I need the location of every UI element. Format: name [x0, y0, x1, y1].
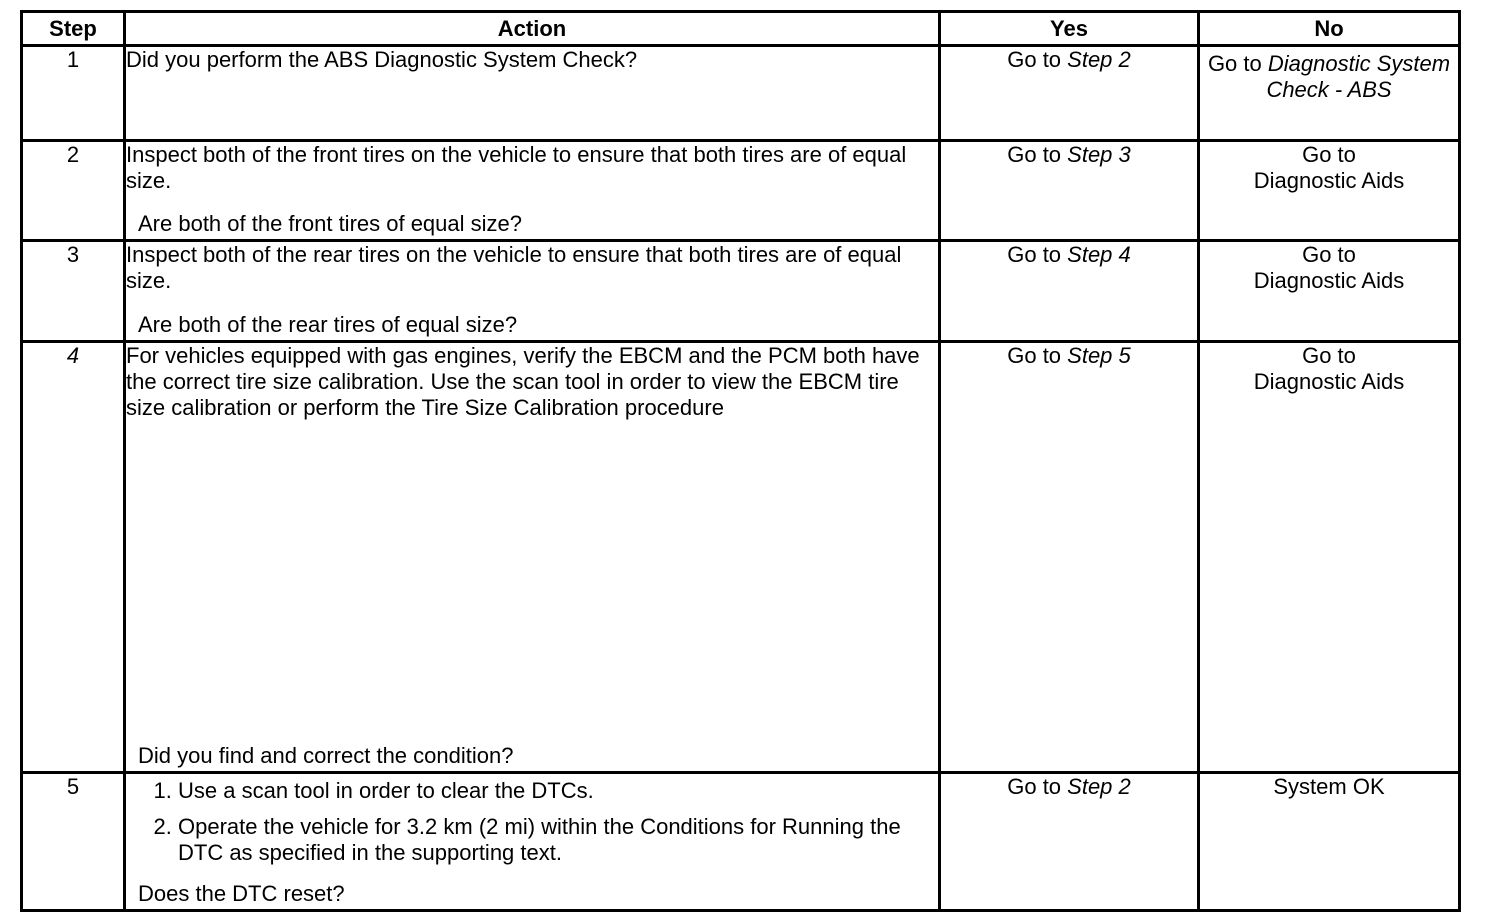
yes-cell: Go to Step 3 — [940, 141, 1199, 241]
action-text: For vehicles equipped with gas engines, verify the EBCM and the PCM both have the correct tire size calibration. Use the scan tool in order to view the EBCM tire size calibration or perform the Tire Size Calibration procedure — [126, 343, 920, 420]
list-item: 1. Use a scan tool in order to clear the DTCs. — [178, 778, 938, 804]
table-row — [22, 342, 1460, 773]
yes-link[interactable]: Step 4 — [1067, 242, 1131, 267]
step-number: 5 — [22, 773, 125, 911]
action-cell — [125, 773, 940, 911]
no-cell: Go to Diagnostic Aids — [1199, 342, 1460, 773]
yes-cell: Go to Step 2 — [940, 46, 1199, 141]
table-row — [22, 241, 1460, 342]
action-text: Inspect both of the rear tires on the vehicle to ensure that both tires are of equal size. — [126, 242, 902, 293]
header-row — [22, 12, 1460, 46]
step-number: 4 — [22, 342, 125, 773]
header-action: Action — [125, 12, 940, 46]
action-question: Does the DTC reset? — [138, 881, 345, 906]
table-row — [22, 46, 1460, 141]
step-number: 3 — [22, 241, 125, 342]
table-row — [22, 141, 1460, 241]
header-yes: Yes — [940, 12, 1199, 46]
no-cell: Go to Diagnostic System Check - ABS — [1199, 46, 1460, 141]
yes-link[interactable]: Step 2 — [1067, 47, 1131, 72]
action-question: Are both of the rear tires of equal size? — [138, 312, 518, 337]
yes-link[interactable]: Step 3 — [1067, 142, 1131, 167]
no-result: System OK — [1273, 774, 1385, 799]
no-cell: Go to Diagnostic Aids — [1199, 241, 1460, 342]
action-list — [126, 778, 938, 866]
action-cell — [125, 141, 940, 241]
step-number: 2 — [22, 141, 125, 241]
yes-cell: Go to Step 5 — [940, 342, 1199, 773]
no-cell — [1199, 773, 1460, 911]
yes-cell: Go to Step 4 — [940, 241, 1199, 342]
step-number: 1 — [22, 46, 125, 141]
action-cell — [125, 46, 940, 141]
header-no: No — [1199, 12, 1460, 46]
diagnostic-table — [20, 10, 1461, 912]
yes-link[interactable]: Step 5 — [1067, 343, 1131, 368]
action-question: Did you find and correct the condition? — [138, 743, 514, 768]
no-link[interactable]: Diagnostic Aids — [1253, 168, 1405, 193]
action-question: Are both of the front tires of equal size? — [138, 211, 523, 236]
action-cell — [125, 241, 940, 342]
table-row — [22, 773, 1460, 911]
action-text: Did you perform the ABS Diagnostic System Check? — [126, 47, 638, 72]
no-cell: Go to Diagnostic Aids — [1199, 141, 1460, 241]
yes-cell: Go to Step 2 — [940, 773, 1199, 911]
action-cell — [125, 342, 940, 773]
list-item: 2. Operate the vehicle for 3.2 km (2 mi) within the Conditions for Running the DTC as specified in the supporting text. — [178, 814, 938, 866]
yes-link[interactable]: Step 2 — [1067, 774, 1131, 799]
no-link[interactable]: Diagnostic Aids — [1253, 268, 1405, 293]
action-text: Inspect both of the front tires on the vehicle to ensure that both tires are of equal size. — [126, 142, 907, 193]
header-step: Step — [22, 12, 125, 46]
no-link[interactable]: Diagnostic Aids — [1253, 369, 1405, 394]
no-link[interactable]: Diagnostic System Check - ABS — [1266, 51, 1451, 102]
